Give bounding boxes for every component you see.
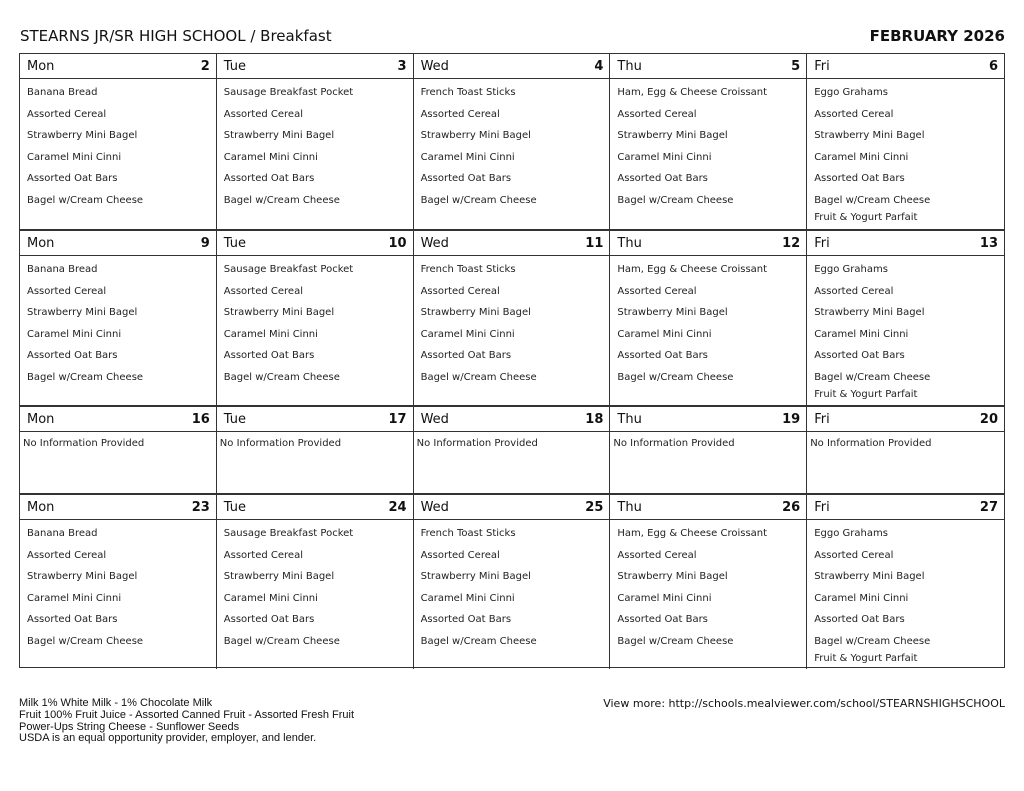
menu-item: Assorted Oat Bars [814, 350, 905, 361]
day-cell [217, 494, 414, 669]
day-cell [20, 406, 217, 494]
day-name: Tue [223, 499, 247, 515]
menu-item: Assorted Oat Bars [420, 173, 512, 184]
menu-item: Assorted Oat Bars [223, 173, 315, 184]
menu-item: Strawberry Mini Bagel [617, 130, 728, 141]
menu-item: Assorted Oat Bars [814, 614, 905, 625]
day-name: Wed [420, 58, 449, 74]
page-title: STEARNS JR/SR HIGH SCHOOL / Breakfast [20, 27, 332, 45]
menu-list [414, 79, 610, 215]
menu-item: Strawberry Mini Bagel [814, 571, 925, 582]
day-number: 3 [397, 58, 407, 74]
day-header [807, 407, 1004, 432]
day-number: 23 [191, 499, 210, 515]
menu-list [217, 256, 413, 392]
menu-item: Assorted Cereal [617, 108, 697, 120]
day-number: 26 [782, 499, 801, 515]
menu-item: Caramel Mini Cinni [420, 592, 515, 604]
menu-item: Eggo Grahams [814, 528, 888, 539]
menu-list [20, 79, 216, 215]
day-number: 9 [200, 235, 210, 251]
menu-item: Strawberry Mini Bagel [223, 130, 335, 141]
day-name: Thu [617, 499, 642, 515]
menu-item: Assorted Oat Bars [814, 173, 905, 184]
menu-list [807, 520, 1004, 666]
menu-item: Bagel w/Cream Cheese [27, 194, 144, 206]
menu-item: Assorted Oat Bars [617, 614, 708, 625]
menu-item: Assorted Oat Bars [617, 350, 708, 361]
day-number: 2 [200, 58, 210, 74]
day-header [414, 54, 610, 79]
menu-item: Assorted Cereal [223, 285, 303, 297]
menu-item: Sausage Breakfast Pocket [223, 528, 354, 539]
menu-item: Bagel w/Cream Cheese [617, 635, 734, 647]
menu-item: Assorted Cereal [27, 549, 107, 561]
menu-item: French Toast Sticks [420, 87, 516, 98]
menu-item: Assorted Cereal [27, 108, 107, 120]
menu-item: Strawberry Mini Bagel [617, 571, 728, 582]
menu-item: Strawberry Mini Bagel [420, 571, 531, 582]
menu-item: Assorted Cereal [420, 285, 500, 297]
day-header [610, 54, 806, 79]
menu-item: Banana Bread [27, 528, 98, 539]
menu-list [20, 520, 216, 656]
footer-line: Power-Ups String Cheese - Sunflower Seeds [19, 720, 240, 733]
no-information-text: No Information Provided [810, 438, 932, 449]
menu-item: Bagel w/Cream Cheese [223, 194, 340, 206]
menu-list [217, 520, 413, 656]
menu-item: Assorted Cereal [814, 285, 894, 297]
day-cell [217, 406, 414, 494]
menu-item: Caramel Mini Cinni [617, 328, 712, 340]
month-label: FEBRUARY 2026 [869, 27, 1005, 45]
menu-item: Caramel Mini Cinni [814, 328, 909, 340]
day-name: Tue [223, 235, 247, 251]
menu-item: Assorted Cereal [420, 108, 500, 120]
day-cell [20, 54, 217, 230]
menu-item: Assorted Oat Bars [223, 350, 315, 361]
day-header [20, 231, 216, 256]
menu-item: Caramel Mini Cinni [617, 592, 712, 604]
no-information-text: No Information Provided [23, 438, 145, 449]
menu-item: Bagel w/Cream Cheese [27, 371, 144, 383]
menu-list [414, 256, 610, 392]
menu-item: Bagel w/Cream Cheese [223, 371, 340, 383]
day-name: Thu [617, 58, 642, 74]
day-header [610, 407, 806, 432]
day-name: Wed [420, 411, 449, 427]
menu-item-extra: Fruit & Yogurt Parfait [814, 653, 918, 664]
day-header [217, 54, 413, 79]
day-cell [20, 230, 217, 406]
day-name: Fri [814, 411, 830, 427]
view-more-link[interactable]: View more: http://schools.mealviewer.com/school/STEARNSHIGHSCHOOL [603, 697, 1005, 710]
menu-item: Strawberry Mini Bagel [814, 307, 925, 318]
day-number: 25 [585, 499, 604, 515]
day-cell [610, 406, 807, 494]
day-number: 27 [979, 499, 998, 515]
menu-item: Bagel w/Cream Cheese [27, 635, 144, 647]
menu-list [20, 256, 216, 392]
menu-item: Ham, Egg & Cheese Croissant [617, 528, 768, 539]
day-cell [414, 230, 611, 406]
day-header [807, 54, 1004, 79]
day-header [217, 231, 413, 256]
menu-item: Bagel w/Cream Cheese [420, 371, 537, 383]
menu-item: Bagel w/Cream Cheese [223, 635, 340, 647]
no-information-text: No Information Provided [219, 438, 342, 449]
day-header [610, 495, 806, 520]
day-cell [807, 406, 1004, 494]
day-number: 13 [979, 235, 998, 251]
day-name: Fri [814, 499, 830, 515]
menu-item: Strawberry Mini Bagel [814, 130, 925, 141]
menu-item: Strawberry Mini Bagel [420, 130, 531, 141]
menu-item: Assorted Cereal [814, 549, 894, 561]
day-name: Fri [814, 235, 830, 251]
day-header [20, 495, 216, 520]
menu-item: Assorted Cereal [223, 549, 303, 561]
menu-item: Assorted Oat Bars [420, 350, 512, 361]
menu-item: Strawberry Mini Bagel [617, 307, 728, 318]
day-cell [807, 230, 1004, 406]
day-cell [610, 230, 807, 406]
menu-item: Assorted Oat Bars [617, 173, 708, 184]
no-information-text: No Information Provided [416, 438, 538, 449]
day-name: Tue [223, 58, 247, 74]
day-cell [414, 54, 611, 230]
menu-item: Assorted Oat Bars [420, 614, 512, 625]
menu-item: Caramel Mini Cinni [27, 328, 122, 340]
day-number: 16 [191, 411, 210, 427]
menu-list [610, 256, 806, 392]
menu-item: Strawberry Mini Bagel [27, 307, 138, 318]
menu-item: Sausage Breakfast Pocket [223, 87, 354, 98]
menu-item: French Toast Sticks [420, 528, 516, 539]
day-name: Wed [420, 499, 449, 515]
menu-item: Assorted Cereal [223, 108, 303, 120]
menu-item-extra: Fruit & Yogurt Parfait [814, 389, 918, 400]
menu-item: Eggo Grahams [814, 87, 888, 98]
day-number: 12 [782, 235, 801, 251]
day-number: 18 [585, 411, 604, 427]
menu-list [217, 79, 413, 215]
menu-item: Banana Bread [27, 264, 98, 275]
menu-item: Caramel Mini Cinni [27, 592, 122, 604]
no-information-text: No Information Provided [613, 438, 735, 449]
day-cell [217, 230, 414, 406]
menu-item: Bagel w/Cream Cheese [814, 194, 931, 206]
day-header [414, 231, 610, 256]
day-number: 5 [791, 58, 801, 74]
day-cell [610, 54, 807, 230]
footer-line: USDA is an equal opportunity provider, employer, and lender. [19, 732, 317, 745]
day-name: Mon [27, 499, 55, 515]
footer-line: Milk 1% White Milk - 1% Chocolate Milk [19, 697, 213, 709]
menu-item: Assorted Oat Bars [27, 350, 118, 361]
day-number: 10 [388, 235, 407, 251]
menu-item-extra: Fruit & Yogurt Parfait [814, 212, 918, 223]
calendar-grid [19, 53, 1005, 668]
menu-item: Assorted Cereal [617, 549, 697, 561]
day-header [414, 495, 610, 520]
day-name: Thu [617, 235, 642, 251]
day-cell [807, 54, 1004, 230]
menu-list [414, 520, 610, 656]
day-number: 24 [388, 499, 407, 515]
footer-line: Fruit 100% Fruit Juice - Assorted Canned Fruit - Assorted Fresh Fruit [19, 708, 355, 721]
menu-item: Eggo Grahams [814, 264, 888, 275]
day-header [807, 495, 1004, 520]
menu-item: Strawberry Mini Bagel [223, 571, 335, 582]
day-number: 20 [979, 411, 998, 427]
menu-item: Caramel Mini Cinni [27, 151, 122, 163]
day-name: Fri [814, 58, 830, 74]
menu-item: Strawberry Mini Bagel [420, 307, 531, 318]
footer-notes [19, 698, 354, 745]
day-name: Mon [27, 58, 55, 74]
day-name: Wed [420, 235, 449, 251]
menu-list [807, 79, 1004, 225]
day-cell [610, 494, 807, 669]
menu-item: Caramel Mini Cinni [814, 151, 909, 163]
menu-list [807, 256, 1004, 402]
day-name: Mon [27, 411, 55, 427]
menu-item: Assorted Cereal [420, 549, 500, 561]
menu-item: Caramel Mini Cinni [814, 592, 909, 604]
day-number: 4 [594, 58, 604, 74]
menu-item: Assorted Oat Bars [223, 614, 315, 625]
menu-item: Caramel Mini Cinni [223, 151, 318, 163]
menu-item: Caramel Mini Cinni [223, 328, 318, 340]
menu-item: Strawberry Mini Bagel [223, 307, 335, 318]
day-number: 6 [988, 58, 998, 74]
menu-item: Assorted Cereal [617, 285, 697, 297]
menu-item: Bagel w/Cream Cheese [617, 371, 734, 383]
menu-item: Assorted Oat Bars [27, 173, 118, 184]
menu-item: French Toast Sticks [420, 264, 516, 275]
menu-item: Bagel w/Cream Cheese [420, 194, 537, 206]
menu-item: Caramel Mini Cinni [617, 151, 712, 163]
day-cell [414, 406, 611, 494]
menu-list [610, 79, 806, 215]
day-header [414, 407, 610, 432]
day-cell [807, 494, 1004, 669]
menu-item: Assorted Cereal [27, 285, 107, 297]
day-header [20, 54, 216, 79]
menu-item: Ham, Egg & Cheese Croissant [617, 264, 768, 275]
day-cell [20, 494, 217, 669]
menu-list [610, 520, 806, 656]
day-header [20, 407, 216, 432]
day-number: 19 [782, 411, 801, 427]
menu-item: Bagel w/Cream Cheese [814, 635, 931, 647]
menu-item: Caramel Mini Cinni [223, 592, 318, 604]
menu-item: Strawberry Mini Bagel [27, 571, 138, 582]
menu-item: Strawberry Mini Bagel [27, 130, 138, 141]
day-name: Tue [223, 411, 247, 427]
menu-item: Assorted Cereal [814, 108, 894, 120]
menu-item: Bagel w/Cream Cheese [420, 635, 537, 647]
day-header [610, 231, 806, 256]
day-name: Mon [27, 235, 55, 251]
day-header [217, 495, 413, 520]
day-number: 17 [388, 411, 407, 427]
day-header [807, 231, 1004, 256]
menu-item: Caramel Mini Cinni [420, 328, 515, 340]
day-cell [414, 494, 611, 669]
day-header [217, 407, 413, 432]
menu-item: Sausage Breakfast Pocket [223, 264, 354, 275]
menu-item: Bagel w/Cream Cheese [814, 371, 931, 383]
day-number: 11 [585, 235, 604, 251]
menu-item: Banana Bread [27, 87, 98, 98]
menu-item: Ham, Egg & Cheese Croissant [617, 87, 768, 98]
menu-item: Bagel w/Cream Cheese [617, 194, 734, 206]
day-cell [217, 54, 414, 230]
menu-item: Assorted Oat Bars [27, 614, 118, 625]
day-name: Thu [617, 411, 642, 427]
menu-item: Caramel Mini Cinni [420, 151, 515, 163]
